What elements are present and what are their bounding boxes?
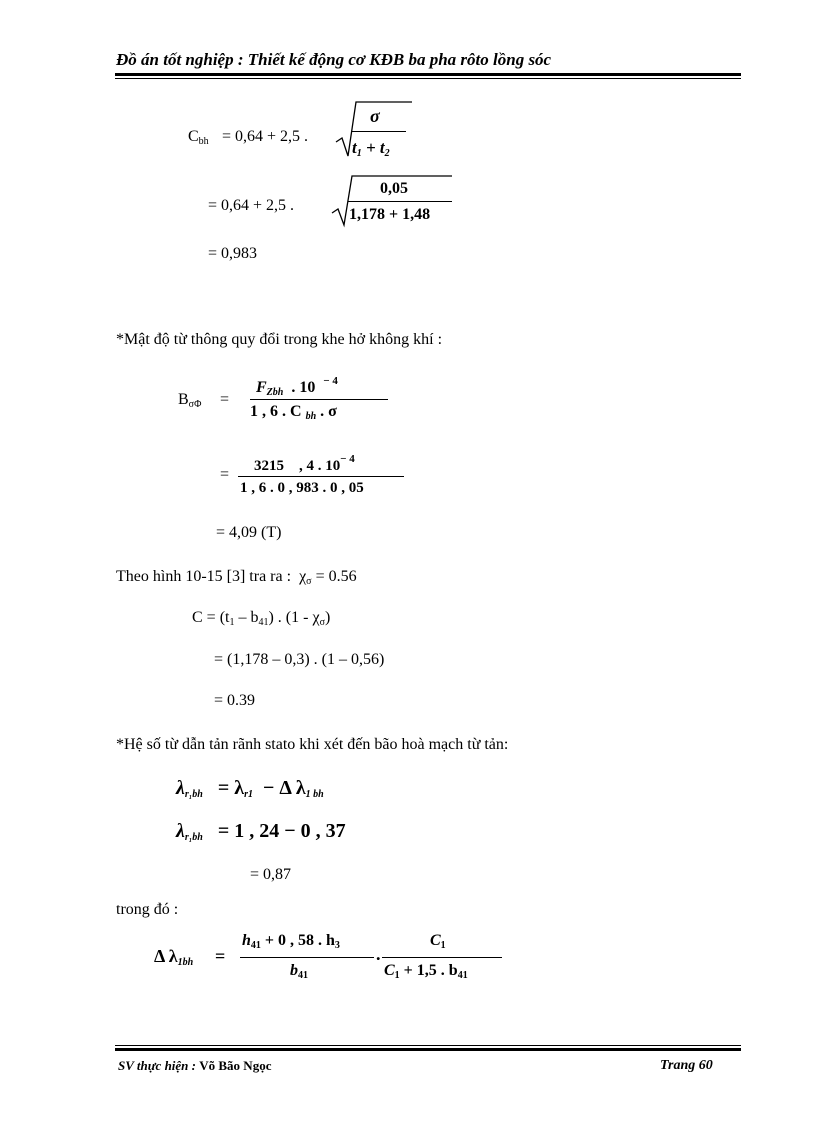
- theo-line: Theo hình 10-15 [3] tra ra : $\chi_\sigma = 0.56$: [116, 568, 357, 587]
- cbh-den2: 1,178 + 1,48: [349, 206, 431, 223]
- section-heading-leakage-permeance: *Hệ số từ dẫn tản rãnh stato khi xét đến bão hoà mạch từ tản:: [116, 736, 509, 753]
- delta-fraction-bar-1: [240, 957, 374, 958]
- b-lhs: $B_{\sigma\Phi}$: [178, 391, 202, 410]
- cbh-line1-expr: = 0,64 + 2,5 .: [222, 128, 309, 145]
- footer-page-number: Trang 60: [660, 1058, 713, 1073]
- cbh-num2: 0,05: [380, 180, 408, 197]
- b-den1: 1 , 6 . C $_{bh}$ . σ: [250, 403, 337, 422]
- header-rule-thick: [115, 73, 741, 76]
- header-rule-thin: [115, 78, 741, 79]
- cbh-line3-result: = 0,983: [208, 245, 258, 262]
- b-equals-2: =: [220, 466, 230, 483]
- page-header-title: Đồ án tốt nghiệp : Thiết kế động cơ KĐB ba pha rôto lồng sóc: [116, 50, 552, 69]
- delta-den1: $b_{41}$: [290, 962, 308, 981]
- delta-lhs: Δ $\lambda_{1bh}$: [154, 946, 194, 968]
- footer-author: SV thực hiện : Võ Bão Ngọc: [118, 1058, 272, 1073]
- b-num2: 3215 , 4 . $10^{- 4}$: [254, 453, 355, 474]
- delta-fraction-bar-2: [382, 957, 502, 958]
- footer-rule-thick: [115, 1048, 741, 1051]
- footer-rule-thin: [115, 1045, 741, 1046]
- delta-num2: $C_1$: [430, 932, 446, 951]
- trong-do-label: trong đó :: [116, 901, 179, 918]
- b-fraction-bar-1: [250, 399, 388, 400]
- delta-den2: $C_1 + 1,5$ . $b_{41}$: [384, 962, 468, 981]
- cbh-fraction-bar-1: [352, 131, 406, 132]
- b-result: = 4,09 (T): [216, 524, 282, 541]
- cbh-num1: σ: [370, 106, 380, 126]
- delta-num1: $h_{41} + 0$ , 58 . $h_3$: [242, 932, 340, 951]
- lambda-eq-line2: $\lambda_{r_1bh}$ = 1 , 24 − 0 , 37: [176, 820, 346, 843]
- c-line3: = 0.39: [214, 692, 256, 709]
- lambda-eq-line1: $\lambda_{r_1bh}$ = $\lambda_{r1} - \Delta$ $\lambda_{1 bh}$: [176, 777, 324, 800]
- b-equals-1: =: [220, 391, 230, 408]
- b-fraction-bar-2: [238, 476, 404, 477]
- b-den2: 1 , 6 . 0 , 983 . 0 , 05: [240, 480, 364, 496]
- c-line1: $C = (t_1 - b_{41})$ . $(1 - \chi_\sigma)$: [192, 609, 331, 628]
- lambda-eq-line3: = 0,87: [250, 866, 292, 883]
- b-num1: $F_{Zbh}$ . 10 $^{- 4}$: [256, 375, 338, 398]
- c-line2: = (1,178 – 0,3) . (1 – 0,56): [214, 651, 385, 668]
- cbh-den1: $t_1 + t_2$: [352, 138, 390, 159]
- section-heading-flux-density: *Mật độ từ thông quy đổi trong khe hở không khí :: [116, 331, 443, 348]
- delta-equals: =: [215, 946, 226, 966]
- cbh-line2-expr: = 0,64 + 2,5 .: [208, 197, 295, 214]
- cbh-lhs: $C_{bh}$: [188, 128, 209, 147]
- cbh-fraction-bar-2: [348, 201, 452, 202]
- delta-dot: .: [376, 944, 381, 964]
